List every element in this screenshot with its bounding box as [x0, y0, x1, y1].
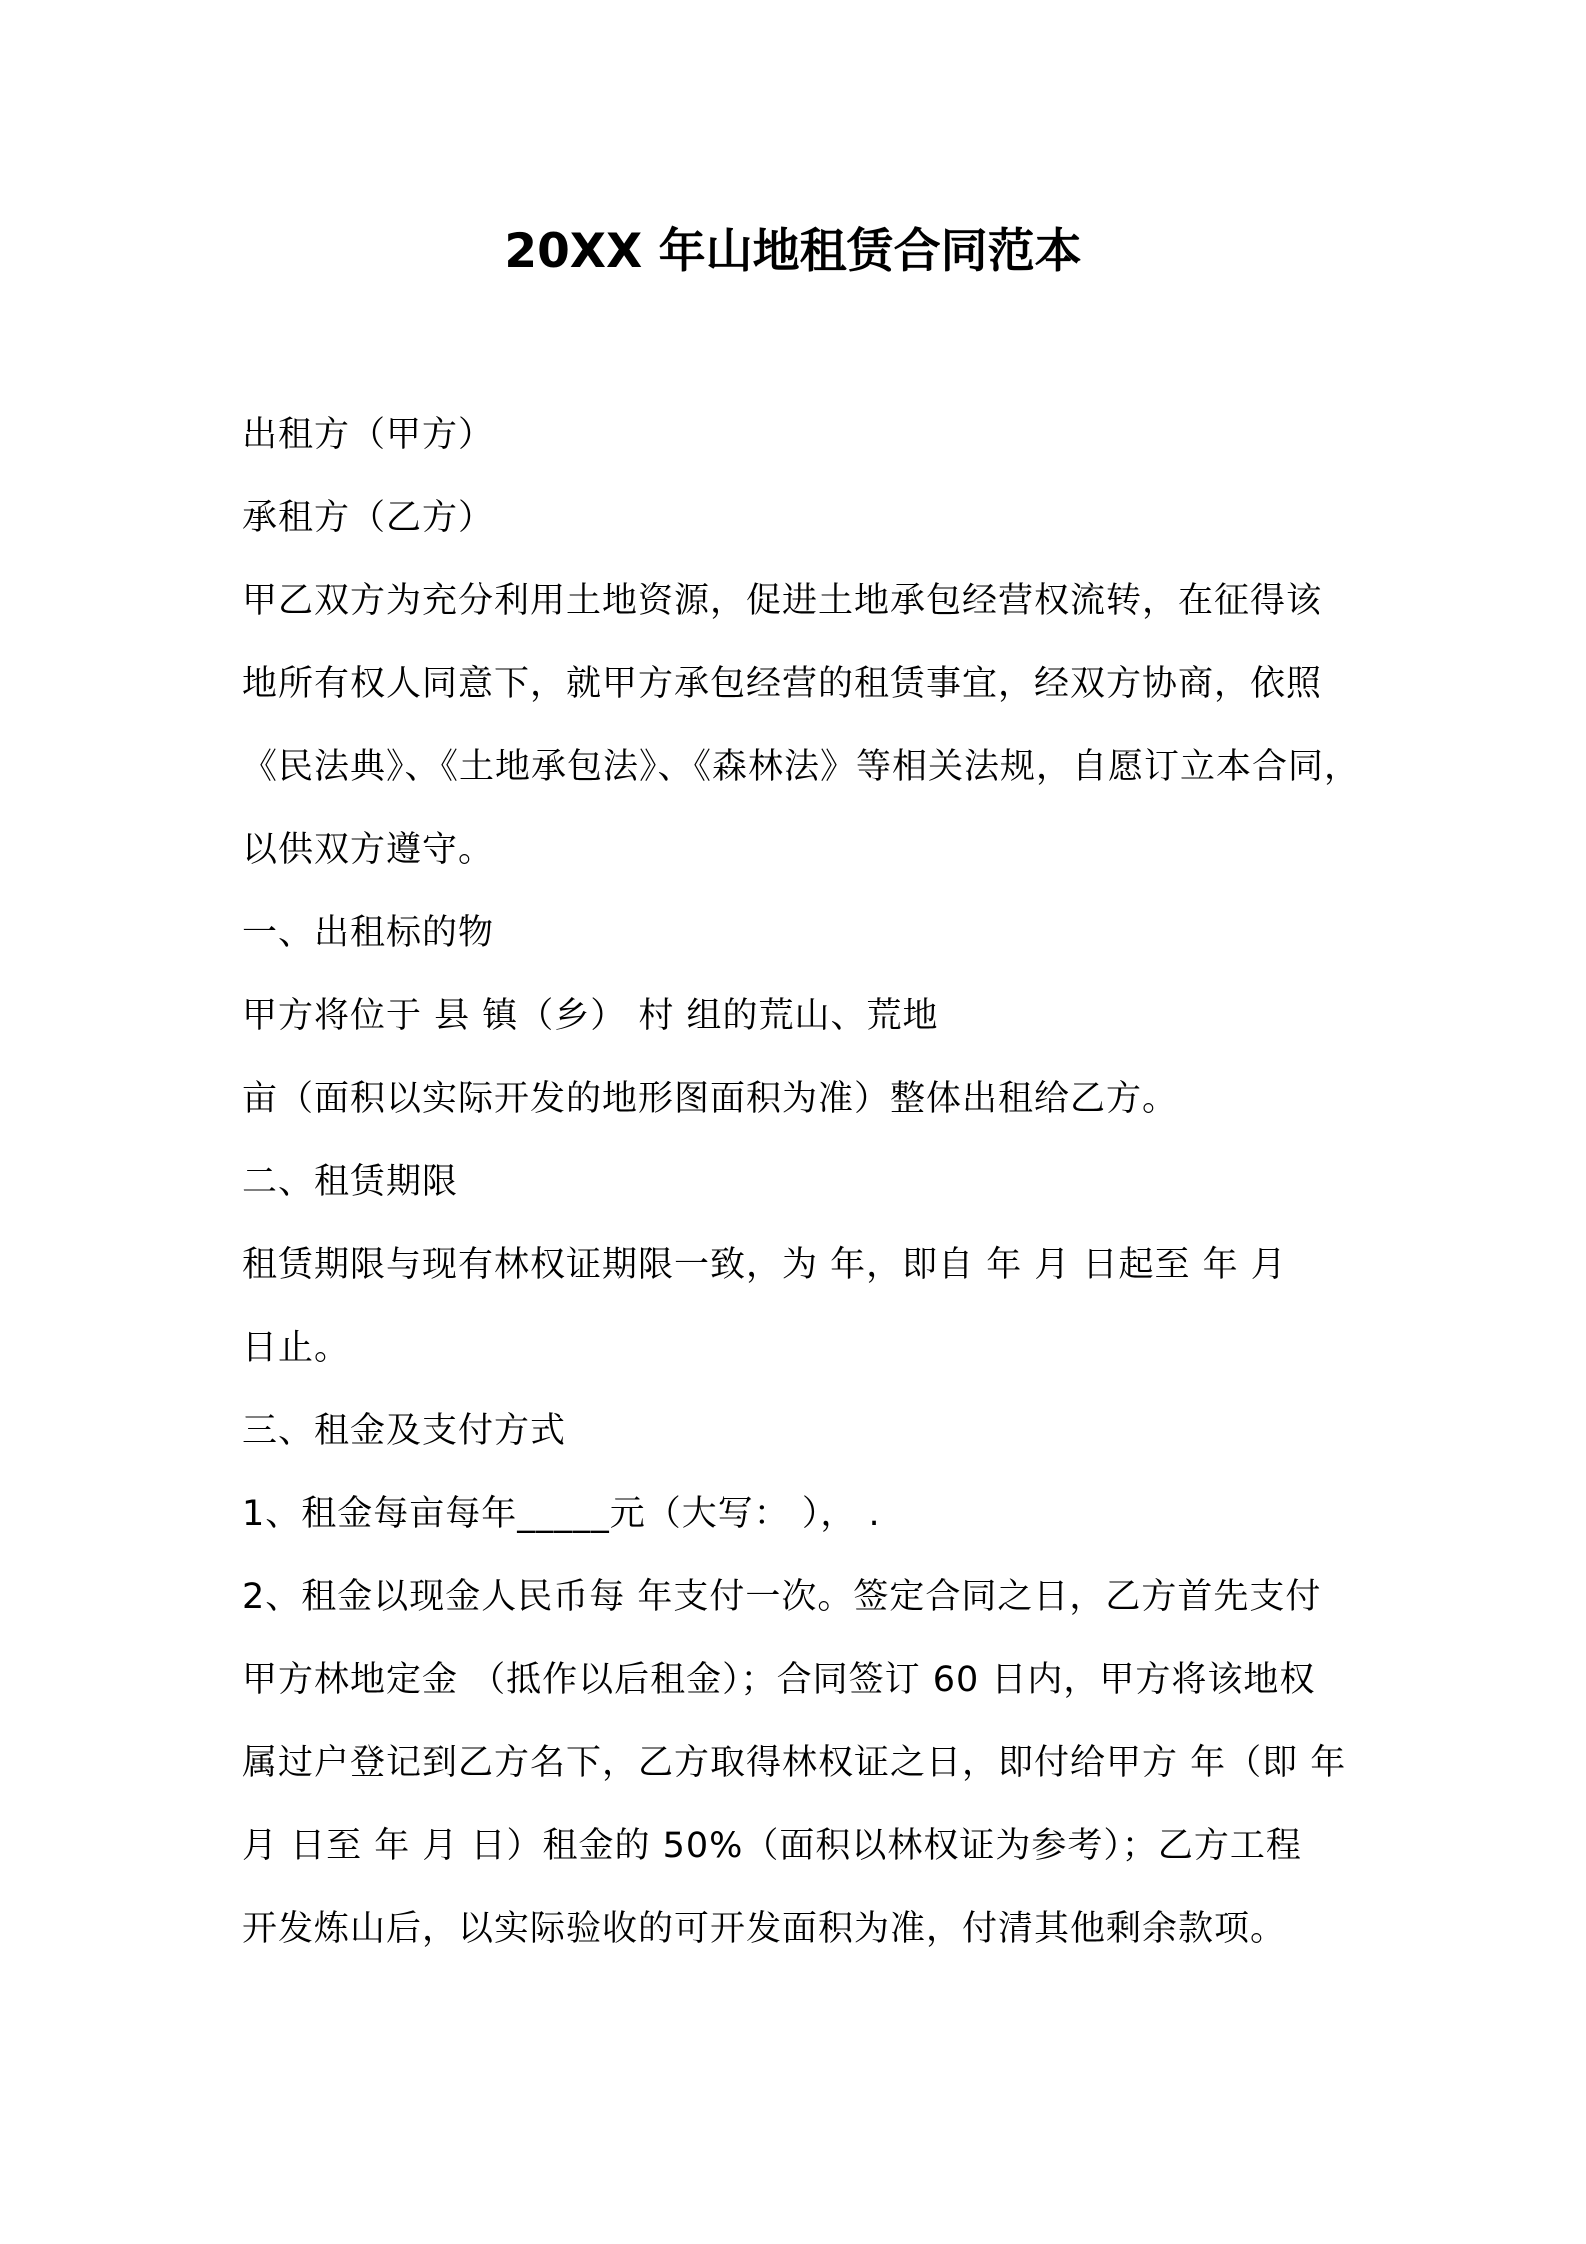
section-1-line-1: 甲方将位于 县 镇（乡） 村 组的荒山、荒地: [242, 996, 939, 1036]
section-3-item-2-line-2: 甲方林地定金 （抵作以后租金）；合同签订 60 日内，甲方将该地权: [242, 1660, 1316, 1700]
preamble-line-1: 甲乙双方为充分利用土地资源，促进土地承包经营权流转，在征得该: [242, 581, 1323, 621]
section-heading-3: 三、租金及支付方式: [242, 1411, 567, 1451]
section-heading-2: 二、租赁期限: [242, 1162, 459, 1202]
preamble-line-3: 《民法典》、《土地承包法》、《森林法》等相关法规，自愿订立本合同，: [242, 747, 1361, 787]
section-1-line-2: 亩（面积以实际开发的地形图面积为准）整体出租给乙方。: [242, 1079, 1179, 1119]
party-a-line: 出租方（甲方）: [242, 415, 495, 455]
section-heading-1: 一、出租标的物: [242, 913, 495, 953]
party-b-line: 承租方（乙方）: [242, 498, 495, 538]
section-3-item-2-line-5: 开发炼山后，以实际验收的可开发面积为准，付清其他剩余款项。: [242, 1909, 1287, 1949]
section-2-line-1: 租赁期限与现有林权证期限一致，为 年，即自 年 月 日起至 年 月: [242, 1245, 1287, 1285]
section-3-item-2-line-4: 月 日至 年 月 日）租金的 50%（面积以林权证为参考）；乙方工程: [242, 1826, 1302, 1866]
section-3-item-2-line-1: 2、租金以现金人民币每 年支付一次。签定合同之日，乙方首先支付: [242, 1577, 1322, 1617]
section-3-item-1: 1、租金每亩每年_____元（大写： ）， .: [242, 1494, 881, 1534]
preamble-line-2: 地所有权人同意下，就甲方承包经营的租赁事宜，经双方协商，依照: [242, 664, 1323, 704]
section-3-item-2-line-3: 属过户登记到乙方名下，乙方取得林权证之日，即付给甲方 年（即 年: [242, 1743, 1347, 1783]
section-2-line-2: 日止。: [242, 1328, 351, 1368]
document-title: 20XX 年山地租赁合同范本: [504, 224, 1082, 279]
preamble-line-4: 以供双方遵守。: [242, 830, 495, 870]
